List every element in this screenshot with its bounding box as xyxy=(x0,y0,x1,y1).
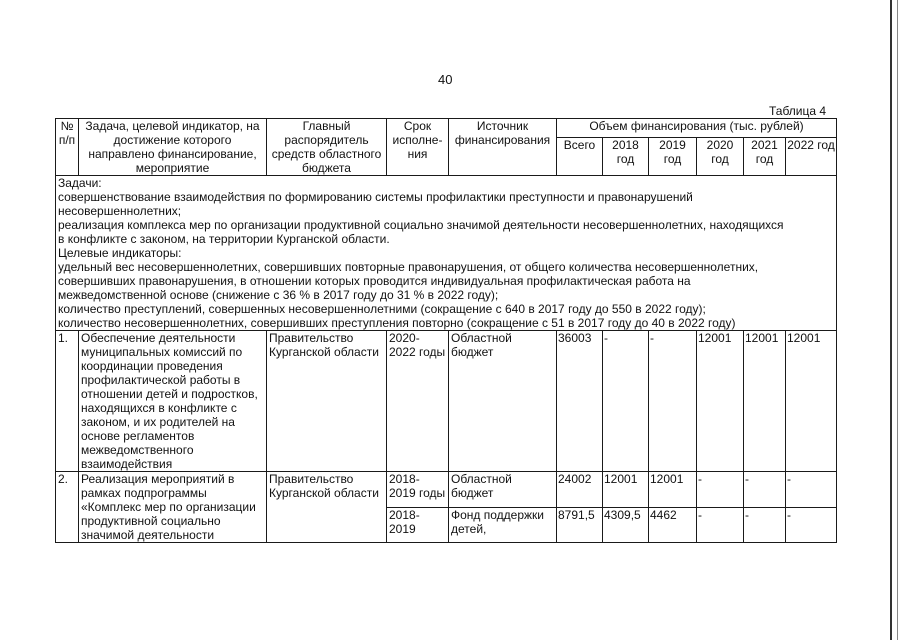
row-2022: - xyxy=(786,472,837,508)
info-line: количество несовершеннолетних, совершивших преступления повторно (сокращение с 51 в 2017 году до 40 в 2022 году) xyxy=(58,316,736,330)
row-2019: 12001 xyxy=(649,472,697,508)
row-term: 2018-2019 xyxy=(387,507,449,543)
row-source: Фонд поддержки детей, xyxy=(449,507,557,543)
info-line: Целевые индикаторы: xyxy=(58,246,182,260)
header-manager: Главный распорядитель средств областного бюджета xyxy=(267,119,387,176)
row-term: 2020-2022 годы xyxy=(387,331,449,472)
info-line: количество преступлений, совершенных несовершеннолетними (сокращение с 640 в 2017 году до 550 в 2022 году); xyxy=(58,302,706,316)
row-total: 24002 xyxy=(557,472,603,508)
info-line: несовершеннолетних; xyxy=(58,204,182,218)
row-2022: 12001 xyxy=(786,331,837,472)
row-2021: - xyxy=(744,507,786,543)
row-source: Областной бюджет xyxy=(449,472,557,508)
tasks-and-indicators xyxy=(56,176,837,331)
financing-table xyxy=(55,118,837,543)
row-2018: 4309,5 xyxy=(603,507,649,543)
table-row xyxy=(56,472,837,508)
info-line: совершенствование взаимодействия по формированию системы профилактики преступности и правонарушений xyxy=(58,190,693,204)
row-2020: - xyxy=(697,507,744,543)
row-manager: Правительство Курганской области xyxy=(267,331,387,472)
row-number: 2. xyxy=(56,472,79,543)
row-source: Областной бюджет xyxy=(449,331,557,472)
info-row xyxy=(56,176,837,331)
row-task: Реализация мероприятий в рамках подпрограммы «Комплекс мер по организации продуктивной социально значимой деятельности xyxy=(79,472,267,543)
row-manager: Правительство Курганской области xyxy=(267,472,387,543)
header-total: Всего xyxy=(557,138,603,176)
row-2019: 4462 xyxy=(649,507,697,543)
info-line: Задачи: xyxy=(58,176,102,190)
row-total: 8791,5 xyxy=(557,507,603,543)
header-year-2020: 2020 год xyxy=(697,138,744,176)
row-2020: 12001 xyxy=(697,331,744,472)
header-year-2018: 2018 год xyxy=(603,138,649,176)
row-2020: - xyxy=(697,472,744,508)
row-2022: - xyxy=(786,507,837,543)
info-line: совершивших правонарушения, в отношении которых проводится индивидуальная профилактическая работа на xyxy=(58,274,691,288)
header-row-1 xyxy=(56,119,837,138)
info-line: удельный вес несовершеннолетних, совершивших повторные правонарушения, от общего количества несовершеннолетних, xyxy=(58,260,759,274)
row-2021: 12001 xyxy=(744,331,786,472)
table-row xyxy=(56,331,837,472)
row-2018: 12001 xyxy=(603,472,649,508)
header-task: Задача, целевой индикатор, на достижение которого направлено финансирование, мероприятие xyxy=(79,119,267,176)
row-2021: - xyxy=(744,472,786,508)
header-num: № п/п xyxy=(56,119,79,176)
row-2018: - xyxy=(603,331,649,472)
info-line: реализация комплекса мер по организации продуктивной социально значимой деятельности несовершеннолетних, находящихся xyxy=(58,218,784,232)
info-line: межведомственной основе (снижение с 36 % в 2017 году до 31 % в 2022 году); xyxy=(58,288,499,302)
row-term: 2018-2019 годы xyxy=(387,472,449,508)
header-volume: Объем финансирования (тыс. рублей) xyxy=(557,119,837,138)
page-edge-line-thin xyxy=(897,0,898,640)
row-task: Обеспечение деятельности муниципальных комиссий по координации проведения профилактической работы в отношении детей и подростков, находящихся в конфликте с законом, и их родителей на основе регламентов межведомственного взаимодействия xyxy=(79,331,267,472)
header-source: Источник финансирования xyxy=(449,119,557,176)
row-number: 1. xyxy=(56,331,79,472)
info-line: в конфликте с законом, на территории Курганской области. xyxy=(58,232,390,246)
page-edge-line xyxy=(890,0,892,640)
header-year-2019: 2019 год xyxy=(649,138,697,176)
table-caption: Таблица 4 xyxy=(769,104,827,118)
row-2019: - xyxy=(649,331,697,472)
row-total: 36003 xyxy=(557,331,603,472)
header-year-2022: 2022 год xyxy=(786,138,837,176)
page-number: 40 xyxy=(438,72,453,87)
header-term: Срок исполне-ния xyxy=(387,119,449,176)
header-year-2021: 2021 год xyxy=(744,138,786,176)
